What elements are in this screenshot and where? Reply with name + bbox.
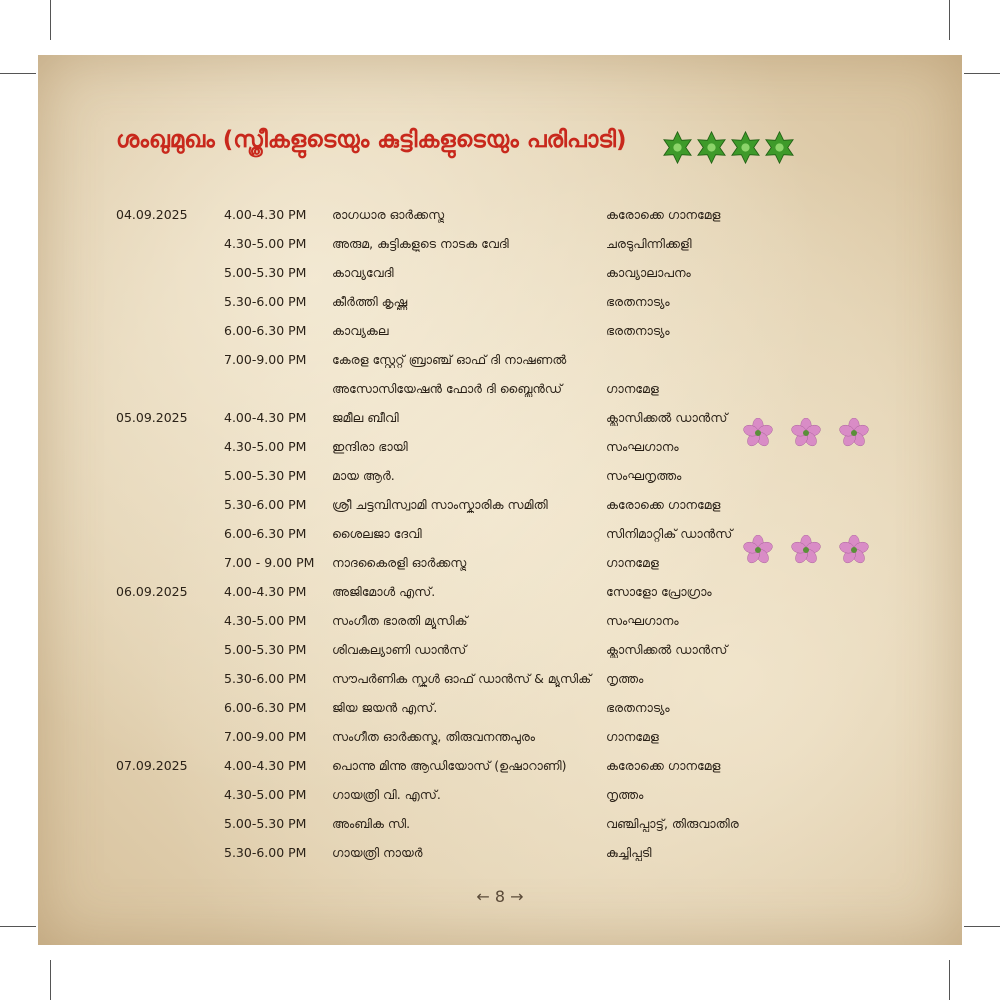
schedule-type: കരോക്കെ ഗാനമേള — [606, 757, 721, 773]
schedule-type: ക്ലാസിക്കൽ ഡാൻസ് — [606, 641, 728, 657]
schedule-row — [116, 693, 756, 722]
schedule-type: ഗാനമേള — [606, 554, 659, 570]
page-number: ← 8 → — [476, 887, 524, 906]
schedule-program: മായ ആർ. — [332, 467, 395, 483]
green-star-icon — [763, 131, 796, 164]
schedule-row — [116, 751, 756, 780]
schedule-row — [116, 838, 756, 867]
pink-flower-icon — [791, 418, 821, 448]
schedule-time: 5.00-5.30 PM — [224, 265, 307, 280]
schedule-time: 7.00 - 9.00 PM — [224, 555, 315, 570]
schedule-time: 5.00-5.30 PM — [224, 816, 307, 831]
pink-flower-icon — [839, 535, 869, 565]
schedule-table — [116, 200, 756, 867]
schedule-time: 4.30-5.00 PM — [224, 439, 307, 454]
schedule-program: ജമീല ബീവി — [332, 409, 399, 425]
flower-decoration-group — [743, 535, 869, 565]
schedule-time: 4.00-4.30 PM — [224, 410, 307, 425]
crop-mark — [949, 960, 950, 1000]
schedule-program: ശൈലജാ ദേവി — [332, 525, 422, 541]
schedule-type: സോളോ പ്രോഗ്രാം — [606, 583, 712, 599]
schedule-type: ഗാനമേള — [606, 380, 659, 396]
schedule-program: ശ്രീ ചട്ടമ്പിസ്വാമി സാംസ്കാരിക സമിതി — [332, 496, 548, 512]
schedule-program: സംഗീത ഭാരതി മ്യൂസിക് — [332, 612, 468, 628]
crop-mark — [0, 926, 36, 927]
parchment-page — [38, 55, 962, 945]
schedule-program: ശിവകല്യാണി ഡാൻസ് — [332, 641, 467, 657]
schedule-row — [116, 258, 756, 287]
schedule-row — [116, 316, 756, 345]
schedule-type: സംഘഗാനം — [606, 612, 679, 628]
schedule-row — [116, 461, 756, 490]
crop-mark — [964, 926, 1000, 927]
crop-mark — [964, 73, 1000, 74]
crop-mark — [50, 960, 51, 1000]
schedule-type: നൃത്തം — [606, 670, 644, 686]
schedule-row — [116, 577, 756, 606]
schedule-time: 4.30-5.00 PM — [224, 236, 307, 251]
schedule-time: 7.00-9.00 PM — [224, 352, 307, 367]
schedule-program: അരുമ, കുട്ടികളുടെ നാടക വേദി — [332, 235, 509, 251]
schedule-time: 5.30-6.00 PM — [224, 497, 307, 512]
schedule-time: 4.00-4.30 PM — [224, 207, 307, 222]
schedule-type: കരോക്കെ ഗാനമേള — [606, 496, 721, 512]
schedule-type: കാവ്യാലാപനം — [606, 264, 691, 280]
schedule-time: 5.30-6.00 PM — [224, 671, 307, 686]
schedule-row — [116, 606, 756, 635]
schedule-time: 4.30-5.00 PM — [224, 613, 307, 628]
schedule-row — [116, 722, 756, 751]
schedule-date: 04.09.2025 — [116, 207, 188, 222]
schedule-type: കരോക്കെ ഗാനമേള — [606, 206, 721, 222]
schedule-program: രാഗധാര ഓർക്കസ്ട്ര — [332, 206, 445, 222]
schedule-program: ഗായത്രി നായർ — [332, 844, 423, 860]
schedule-program: അംബിക സി. — [332, 815, 411, 831]
schedule-row — [116, 432, 756, 461]
crop-mark — [949, 0, 950, 40]
schedule-type: സംഘഗാനം — [606, 438, 679, 454]
schedule-date: 06.09.2025 — [116, 584, 188, 599]
schedule-row — [116, 403, 756, 432]
schedule-row — [116, 200, 756, 229]
crop-mark — [50, 0, 51, 40]
schedule-program: ജിയ ജയൻ എസ്. — [332, 699, 438, 715]
schedule-row — [116, 374, 756, 403]
crop-mark — [0, 73, 36, 74]
schedule-row — [116, 664, 756, 693]
schedule-time: 4.30-5.00 PM — [224, 787, 307, 802]
pink-flower-icon — [839, 418, 869, 448]
schedule-row — [116, 345, 756, 374]
schedule-date: 05.09.2025 — [116, 410, 188, 425]
schedule-program: അജിമോൾ എസ്. — [332, 583, 436, 599]
star-decoration — [661, 131, 796, 164]
schedule-program: സൗപർണിക സ്കൂൾ ഓഫ് ഡാൻസ് & മ്യൂസിക് — [332, 670, 592, 686]
schedule-date: 07.09.2025 — [116, 758, 188, 773]
schedule-program: ഇന്ദിരാ ഭായി — [332, 438, 408, 454]
schedule-program: പൊന്നു മിന്നു ആഡിയോസ് (ഉഷാറാണി) — [332, 757, 567, 773]
schedule-type: ക്ലാസിക്കൽ ഡാൻസ് — [606, 409, 728, 425]
schedule-time: 5.30-6.00 PM — [224, 294, 307, 309]
schedule-time: 5.30-6.00 PM — [224, 845, 307, 860]
schedule-row — [116, 548, 756, 577]
flower-decoration-group — [743, 418, 869, 448]
schedule-type: നൃത്തം — [606, 786, 644, 802]
schedule-row — [116, 635, 756, 664]
schedule-program: കാവ്യകല — [332, 322, 389, 338]
schedule-program: കീർത്തി കൃഷ്ണ — [332, 293, 408, 309]
schedule-time: 4.00-4.30 PM — [224, 758, 307, 773]
schedule-program: നാദകൈരളി ഓർക്കസ്ട്ര — [332, 554, 467, 570]
schedule-row — [116, 519, 756, 548]
schedule-type: സംഘനൃത്തം — [606, 467, 682, 483]
green-star-icon — [729, 131, 762, 164]
schedule-type: ഭരതനാട്യം — [606, 699, 670, 715]
schedule-row — [116, 809, 756, 838]
schedule-row — [116, 780, 756, 809]
schedule-row — [116, 229, 756, 258]
green-star-icon — [661, 131, 694, 164]
schedule-program: കേരള സ്റ്റേറ്റ് ബ്രാഞ്ച് ഓഫ് ദി നാഷണൽ — [332, 351, 567, 367]
schedule-time: 5.00-5.30 PM — [224, 642, 307, 657]
schedule-type: ഭരതനാട്യം — [606, 293, 670, 309]
schedule-program: കാവ്യവേദി — [332, 264, 394, 280]
pink-flower-icon — [791, 535, 821, 565]
pink-flower-icon — [743, 418, 773, 448]
schedule-type: ചരടുപിന്നിക്കളി — [606, 235, 692, 251]
schedule-time: 6.00-6.30 PM — [224, 323, 307, 338]
schedule-program: അസോസിയേഷൻ ഫോർ ദി ബ്ലൈൻഡ് — [332, 380, 563, 396]
schedule-type: വഞ്ചിപ്പാട്ട്, തിരുവാതിര — [606, 815, 739, 831]
green-star-icon — [695, 131, 728, 164]
schedule-time: 7.00-9.00 PM — [224, 729, 307, 744]
page-title: ശംഖുമുഖം (സ്ത്രീകളുടെയും കുട്ടികളുടെയും പരിപാടി) — [116, 127, 627, 153]
pink-flower-icon — [743, 535, 773, 565]
schedule-time: 5.00-5.30 PM — [224, 468, 307, 483]
schedule-row — [116, 490, 756, 519]
schedule-type: ഗാനമേള — [606, 728, 659, 744]
schedule-program: സംഗീത ഓർക്കസ്ട്ര, തിരുവനന്തപുരം — [332, 728, 536, 744]
schedule-time: 6.00-6.30 PM — [224, 700, 307, 715]
schedule-time: 4.00-4.30 PM — [224, 584, 307, 599]
schedule-time: 6.00-6.30 PM — [224, 526, 307, 541]
schedule-type: കുച്ചിപ്പുടി — [606, 844, 652, 860]
schedule-program: ഗായത്രി വി. എസ്. — [332, 786, 441, 802]
schedule-type: സിനിമാറ്റിക് ഡാൻസ് — [606, 525, 733, 541]
schedule-row — [116, 287, 756, 316]
schedule-type: ഭരതനാട്യം — [606, 322, 670, 338]
